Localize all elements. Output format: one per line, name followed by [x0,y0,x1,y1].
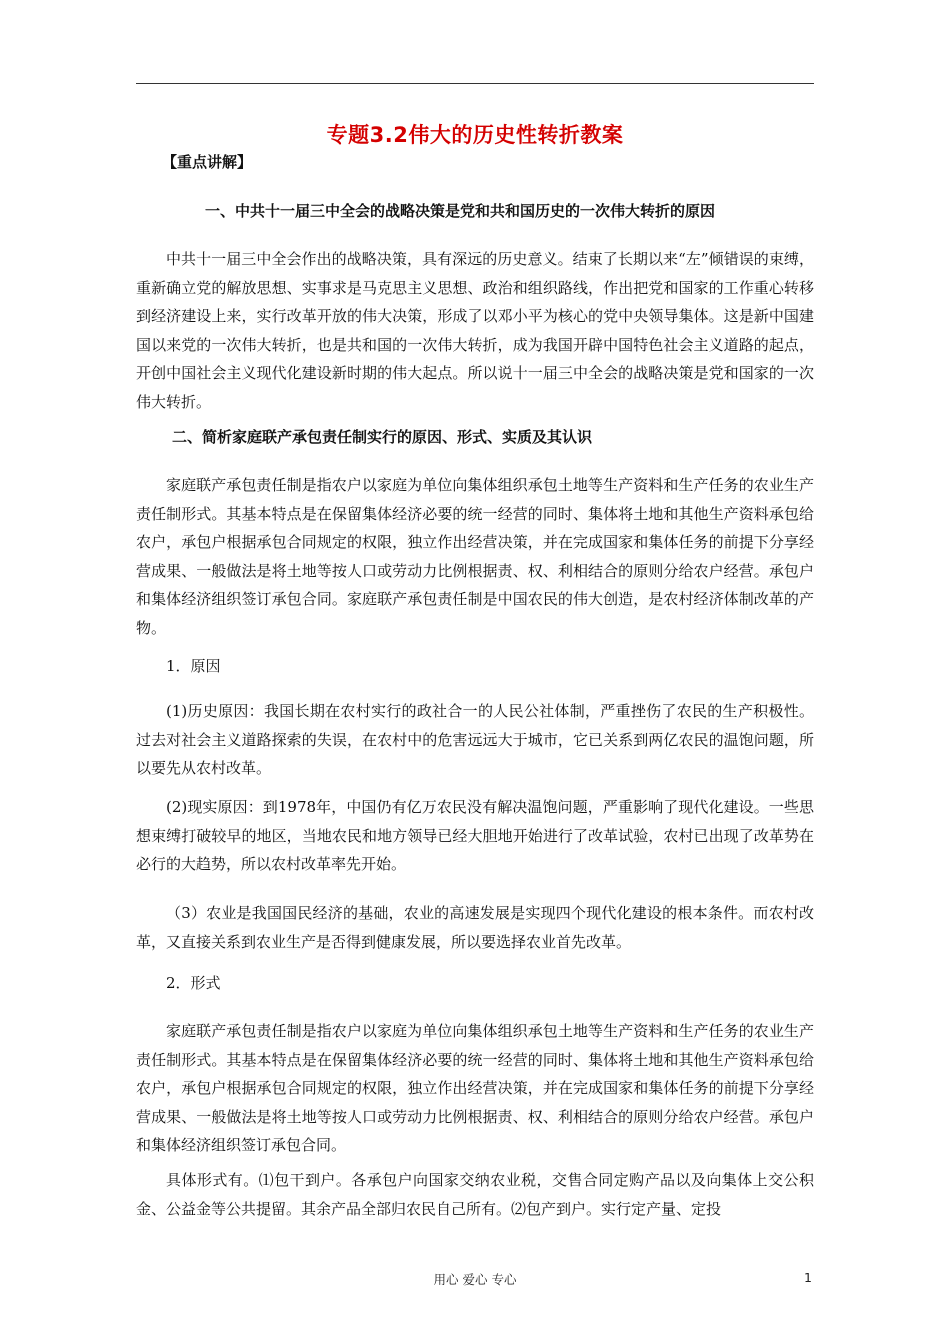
forms-detail-paragraph: 具体形式有。⑴包干到户。各承包户向国家交纳农业税，交售合同定购产品以及向集体上交公积金、公益金等公共提留。其余产品全部归农民自己所有。⑵包产到户。实行定产量、定投 [136,1171,814,1218]
section-1-heading: 一、中共十一届三中全会的战略决策是党和共和国历史的一次伟大转折的原因 [205,202,716,220]
section-2-intro-paragraph: 家庭联产承包责任制是指农户以家庭为单位向集体组织承包土地等生产资料和生产任务的农业生产责任制形式。其基本特点是在保留集体经济必要的统一经营的同时、集体将土地和其他生产资料承包给农户，承包户根据承包合同规定的权限，独立作出经营决策，并在完成国家和集体任务的前提下分享经营成果、一般做法是将土地等按人口或劳动力比例根据责、权、利相结合的原则分给农户经营。承包户和集体经济组织签订承包合同。家庭联产承包责任制是中国农民的伟大创造，是农村经济体制改革的产物。 [136,476,814,637]
section-1-paragraph: 中共十一届三中全会作出的战略决策，具有深远的历史意义。结束了长期以来“左”倾错误的束缚，重新确立党的解放思想、实事求是马克思主义思想、政治和组织路线，作出把党和国家的工作重心转移到经济建设上来，实行改革开放的伟大决策，形成了以邓小平为核心的党中央领导集体。这是新中国建国以来党的一次伟大转折，也是共和国的一次伟大转折，成为我国开辟中国特色社会主义道路的起点，开创中国社会主义现代化建设新时期的伟大起点。所以说十一届三中全会的战略决策是党和国家的一次伟大转折。 [136,250,814,411]
reason-2-paragraph: (2)现实原因：到1978年，中国仍有亿万农民没有解决温饱问题，严重影响了现代化建设。一些思想束缚打破较早的地区，当地农民和地方领导已经大胆地开始进行了改革试验，农村已出现了改革势在必行的大趋势，所以农村改革率先开始。 [136,798,814,873]
forms-paragraph: 家庭联产承包责任制是指农户以家庭为单位向集体组织承包土地等生产资料和生产任务的农业生产责任制形式。其基本特点是在保留集体经济必要的统一经营的同时、集体将土地和其他生产资料承包给农户，承包户根据承包合同规定的权限，独立作出经营决策，并在完成国家和集体任务的前提下分享经营成果、一般做法是将土地等按人口或劳动力比例根据责、权、利相结合的原则分给农户经营。承包户和集体经济组织签订承包合同。 [136,1022,814,1154]
reason-3-paragraph: （3）农业是我国国民经济的基础，农业的高速发展是实现四个现代化建设的根本条件。而农村改革，又直接关系到农业生产是否得到健康发展，所以要选择农业首先改革。 [136,904,814,951]
section-2-heading: 二、简析家庭联产承包责任制实行的原因、形式、实质及其认识 [172,428,593,446]
document-title: 专题3.2伟大的历史性转折教案 [326,123,624,147]
page-number: 1 [804,1270,812,1285]
forms-subheading: 2．形式 [166,974,221,992]
reason-1-paragraph: (1)历史原因：我国长期在农村实行的政社合一的人民公社体制，严重挫伤了农民的生产积极性。过去对社会主义道路探索的失误，在农村中的危害远远大于城市，它已关系到两亿农民的温饱问题，所以要先从农村改革。 [136,702,814,777]
section-tag: 【重点讲解】 [162,153,253,171]
header-rule [136,83,814,84]
reasons-subheading: 1．原因 [166,657,221,675]
footer-motto: 用心 爱心 专心 [433,1272,517,1287]
